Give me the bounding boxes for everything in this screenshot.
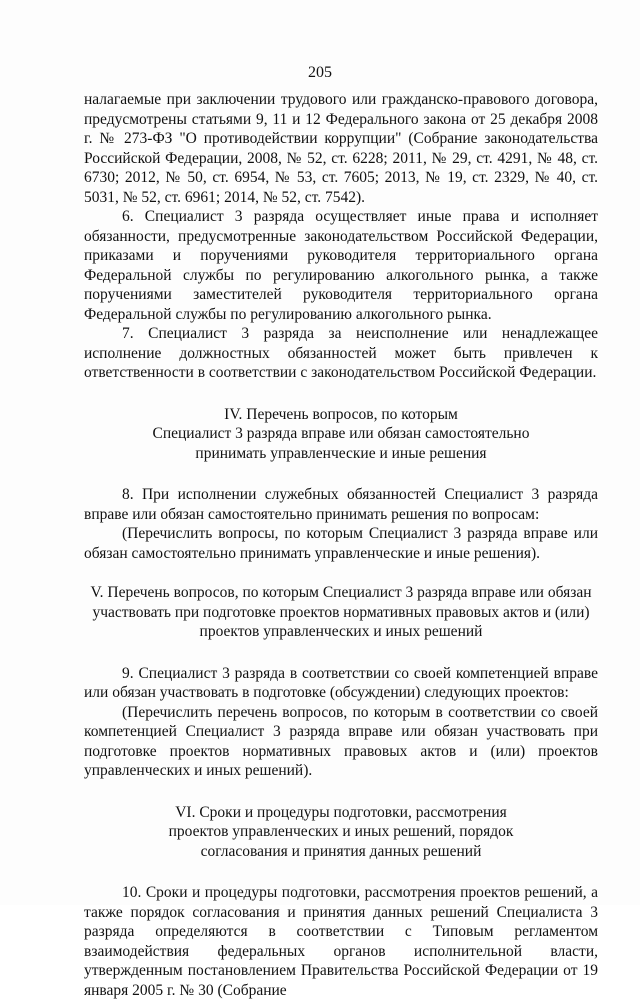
paragraph-9-note: (Перечислить перечень вопросов, по которым в соответствии со своей компетенцией Специалист 3 разряда вправе или обязан участвовать при подготовке проектов нормативных правовых актов и (или) проектов управленческих и иных решений). [84, 703, 598, 779]
section-heading-v-line-2: участвовать при подготовке проектов нормативных правовых актов и (или) [92, 603, 590, 621]
paragraph-8: 8. При исполнении служебных обязанностей Специалист 3 разряда вправе или обязан самостоятельно принимать решения по вопросам: [84, 486, 598, 523]
section-heading-iv [84, 405, 598, 464]
paragraph-9: 9. Специалист 3 разряда в соответствии со своей компетенцией вправе или обязан участвовать в подготовке (обсуждении) следующих проектов: [84, 664, 598, 701]
section-heading-v-line-1: V. Перечень вопросов, по которым Специалист 3 разряда вправе или обязан [90, 584, 592, 601]
paragraph-6: 6. Специалист 3 разряда осуществляет иные права и исполняет обязанности, предусмотренные законодательством Российской Федерации, приказами и поручениями руководителя территориального органа Федеральной службы по регулированию алкогольного рынка, а также поручениями заместителей руководителя территориального органа Федеральной службы по регулированию алкогольного рынка. [84, 208, 598, 323]
section-heading-v [84, 583, 598, 642]
document-body [84, 90, 598, 1000]
section-heading-vi [84, 803, 598, 862]
section-heading-iv-line-1: IV. Перечень вопросов, по которым [224, 405, 458, 423]
section-heading-v-line-3: проектов управленческих и иных решений [199, 623, 483, 640]
section-heading-iv-line-2: Специалист 3 разряда вправе или обязан самостоятельно [152, 425, 530, 442]
paragraph-10: 10. Сроки и процедуры подготовки, рассмотрения проектов решений, а также порядок согласования и принятия данных решений Специалиста 3 разряда определяются в соответствии с Типовым регламентом взаимодействия федеральных органов исполнительной власти, утвержденным постановлением Правительства Российской Федерации от 19 января 2005 г. № 30 (Собрание [84, 884, 598, 999]
section-heading-vi-line-3: согласования и принятия данных решений [200, 842, 482, 860]
paragraph-continuation: налагаемые при заключении трудового или гражданско-правового договора, предусмотрены статьями 9, 11 и 12 Федерального закона от 25 декабря 2008 г. № 273-ФЗ "О противодействии коррупции" (Собрание законодательства Российской Федерации, 2008, № 52, ст. 6228; 2011, № 29, ст. 4291, № 48, ст. 6730; 2012, № 50, ст. 6954, № 53, ст. 7605; 2013, № 19, ст. 2329, № 40, ст. 5031, № 52, ст. 6961; 2014, № 52, ст. 7542). [84, 91, 598, 206]
section-heading-vi-line-1: VI. Сроки и процедуры подготовки, рассмотрения [175, 803, 507, 821]
section-heading-vi-line-2: проектов управленческих и иных решений, порядок [168, 823, 514, 840]
section-heading-iv-line-3: принимать управленческие и иные решения [195, 444, 487, 462]
paragraph-7: 7. Специалист 3 разряда за неисполнение или ненадлежащее исполнение должностных обязанностей может быть привлечен к ответственности в соответствии с законодательством Российской Федерации. [84, 325, 598, 381]
paragraph-8-note: (Перечислить вопросы, по которым Специалист 3 разряда вправе или обязан самостоятельно принимать управленческие и иные решения). [84, 525, 598, 562]
page-number: 205 [308, 64, 332, 81]
